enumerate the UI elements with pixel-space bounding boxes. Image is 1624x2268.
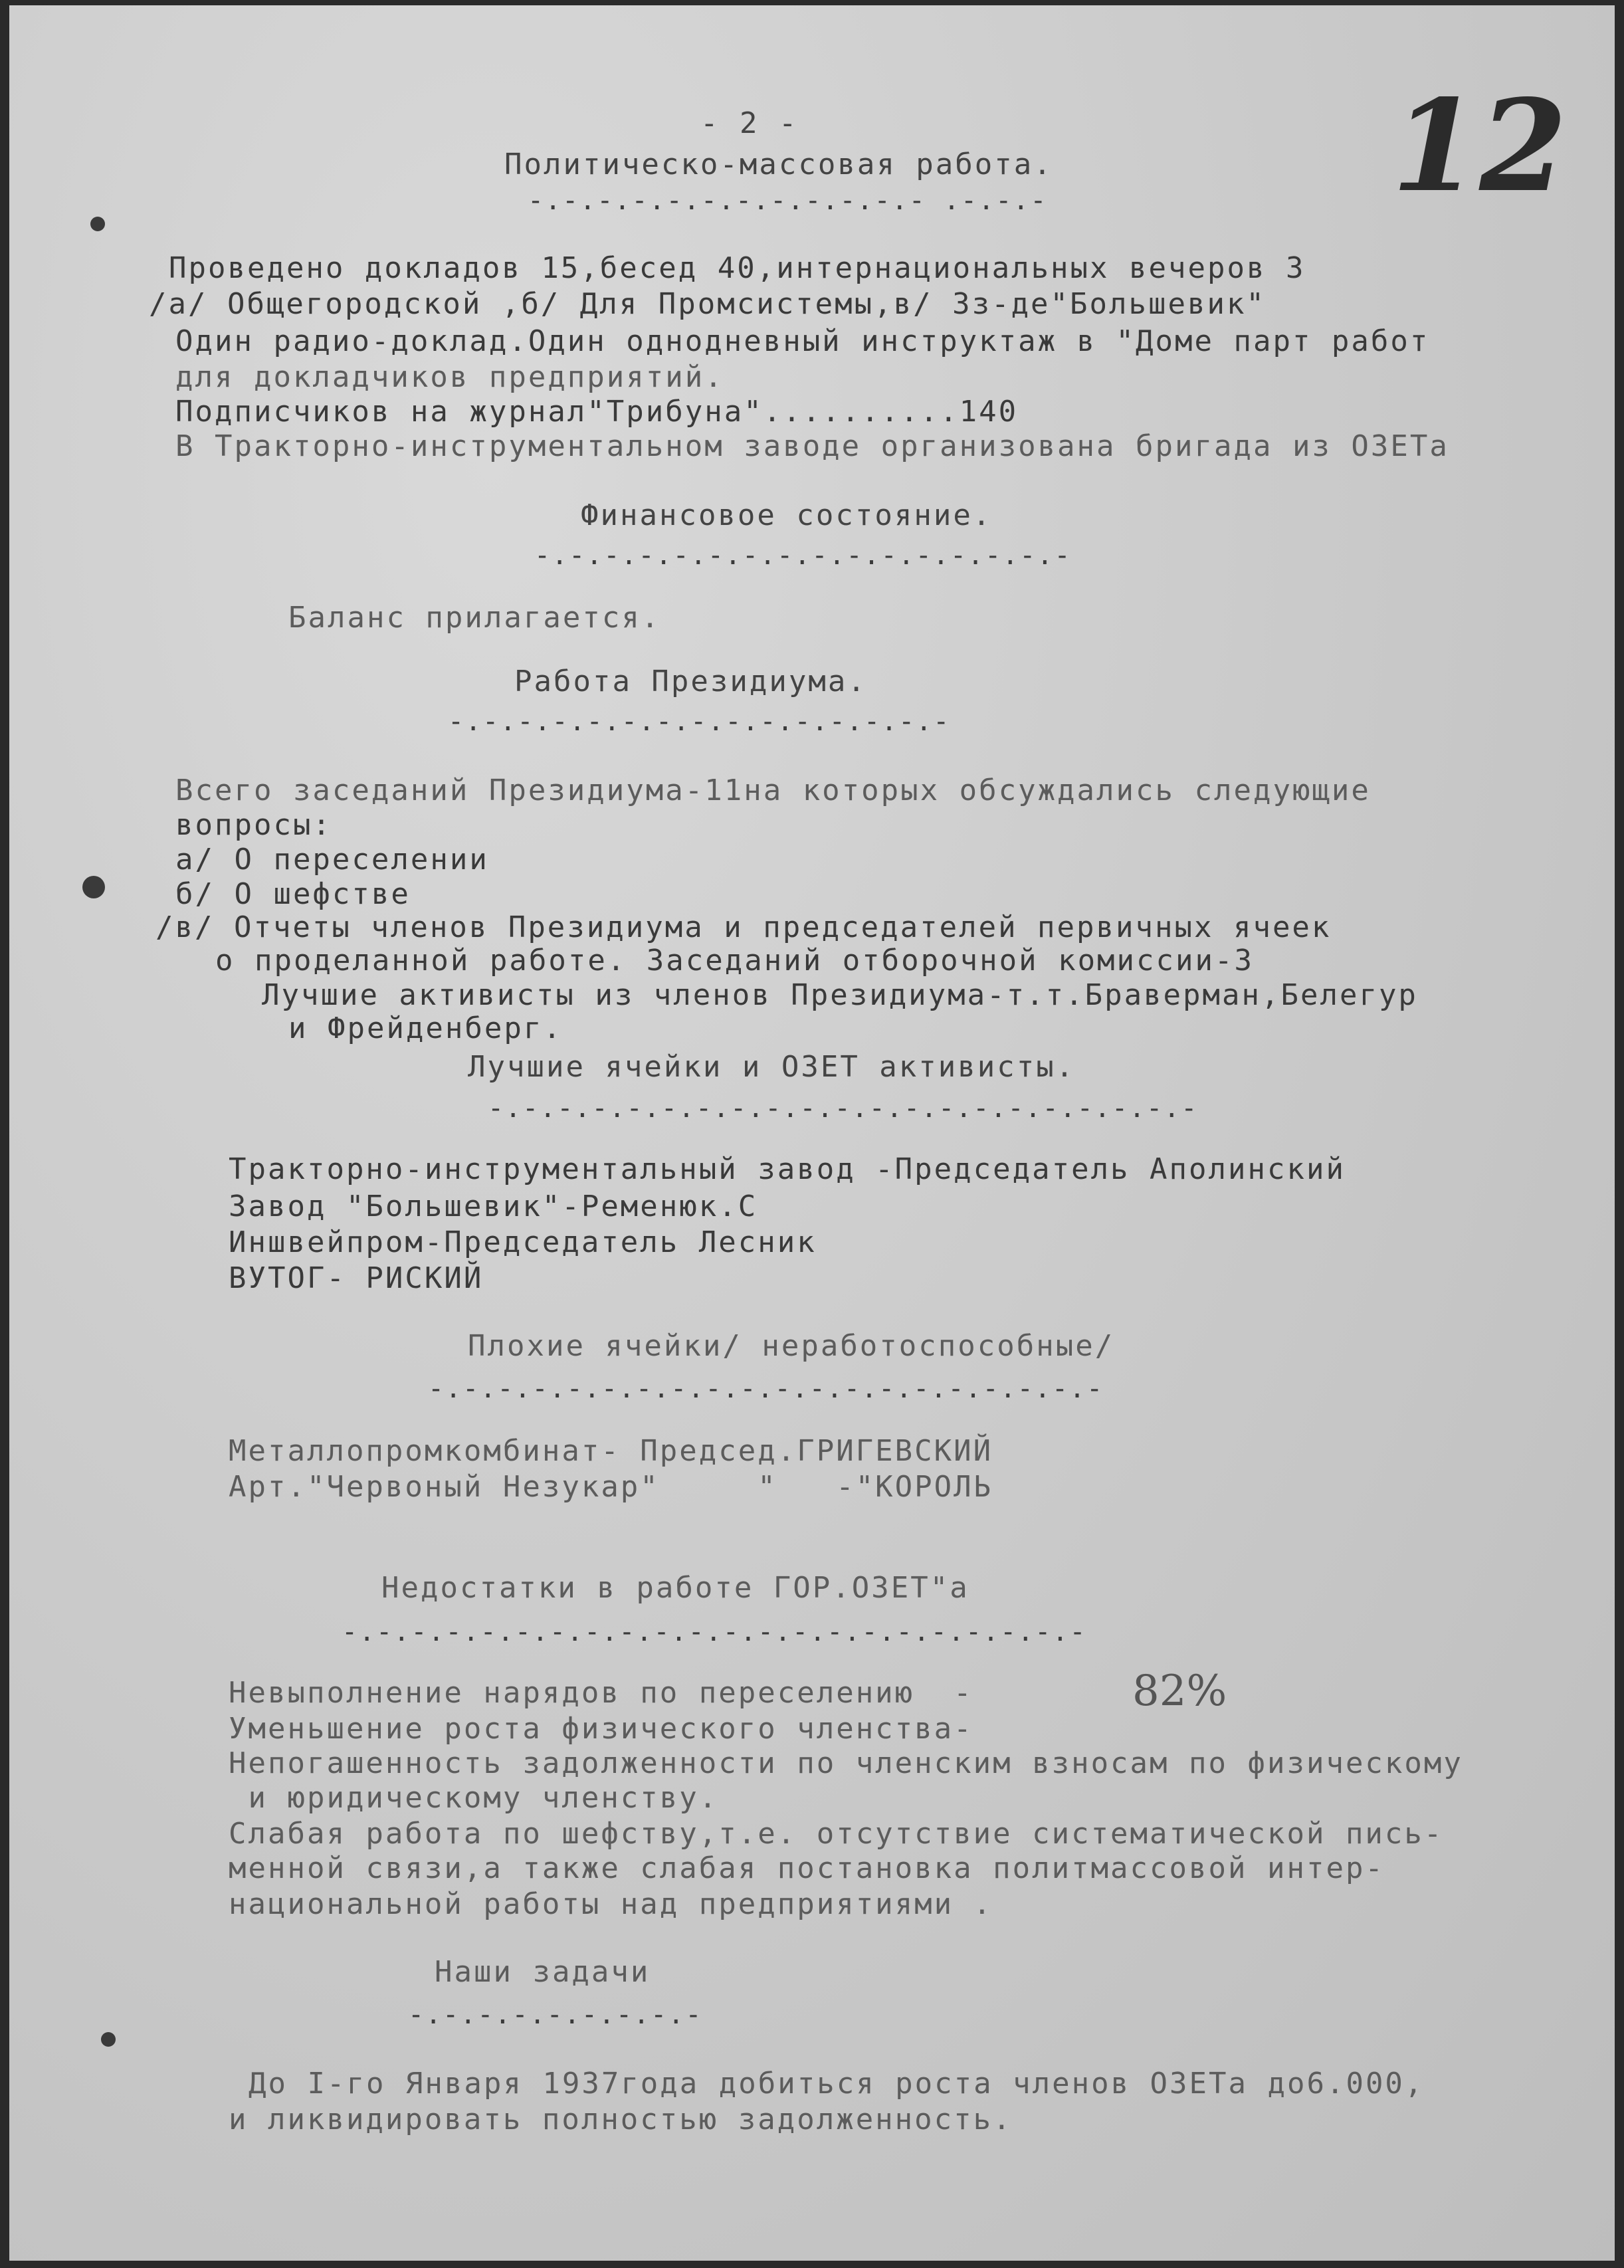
shortcomings-line: менной связи,а также слабая постановка политмассовой интер- [229, 1851, 1385, 1885]
shortcomings-line: Непогашенность задолженности по членским взносам по физическому [229, 1746, 1463, 1780]
bad-line: Металлопромкомбинат- Председ.ГРИГЕВСКИЙ [229, 1434, 993, 1468]
presidium-line: вопросы: [175, 808, 332, 842]
best-line: ВУТОГ- РИСКИЙ [229, 1261, 484, 1295]
presidium-line: Лучшие активисты из членов Президиума-т.т.Браверман,Белегур [262, 978, 1418, 1012]
punch-hole [90, 217, 105, 231]
finance-separator: -.-.-.-.-.-.-.-.-.-.-.-.-.-.-.- [534, 540, 1072, 571]
handwritten-page-number: 12 [1391, 72, 1568, 220]
shortcomings-line: национальной работы над предприятиями . [229, 1887, 993, 1921]
best-line: Тракторно-инструментальный завод -Председатель Аполинский [229, 1152, 1346, 1186]
presidium-line: Всего заседаний Президиума-11на которых обсуждались следующие [175, 773, 1371, 807]
presidium-line: и Фрейденберг. [288, 1011, 563, 1045]
shortcomings-line: Невыполнение нарядов по переселению - [229, 1676, 973, 1710]
shortcomings-line: Слабая работа по шефству,т.е. отсутствие систематической пись- [229, 1817, 1444, 1851]
tasks-line: До I-го Января 1937года добиться роста членов ОЗЕТа до6.000, [249, 2067, 1425, 2101]
best-line: Иншвейпром-Председатель Лесник [229, 1225, 817, 1259]
tasks-separator: -.-.-.-.-.-.-.-.- [408, 2000, 703, 2030]
tasks-heading: Наши задачи [435, 1955, 651, 1989]
bad-line: Арт."Червоный Незукар" " -"КОРОЛЬ [229, 1470, 993, 1504]
best-heading: Лучшие ячейки и ОЗЕТ активисты. [468, 1050, 1076, 1084]
finance-heading: Финансовое состояние. [581, 498, 993, 532]
bad-heading: Плохие ячейки/ неработоспособные/ [468, 1329, 1115, 1363]
political-line: Подписчиков на журнал"Трибуна"..........140 [175, 395, 1019, 429]
political-line: В Тракторно-инструментальном заводе организована бригада из ОЗЕТа [175, 429, 1449, 463]
presidium-heading: Работа Президиума. [514, 665, 867, 698]
shortcomings-heading: Недостатки в работе ГОР.ОЗЕТ"а [381, 1571, 969, 1605]
presidium-line: о проделанной работе. Заседаний отборочной комиссии-3 [215, 944, 1254, 978]
bad-separator: -.-.-.-.-.-.-.-.-.-.-.-.-.-.-.-.-.-.-.- [428, 1374, 1104, 1404]
punch-hole [101, 2032, 116, 2047]
political-heading: Политическо-массовая работа. [504, 148, 1053, 181]
shortcomings-line: Уменьшение роста физического членства- [229, 1712, 973, 1746]
political-line: Проведено докладов 15,бесед 40,интернациональных вечеров 3 [169, 251, 1306, 285]
presidium-line: а/ О переселении [175, 843, 489, 876]
presidium-separator: -.-.-.-.-.-.-.-.-.-.-.-.-.-.- [448, 706, 951, 737]
page-number: - 2 - [700, 106, 799, 140]
punch-hole [82, 876, 105, 898]
political-separator: -.-.-.-.-.-.-.-.-.-.-.- .-.-.- [528, 185, 1048, 216]
best-line: Завод "Большевик"-Ременюк.С [229, 1189, 758, 1223]
presidium-line: б/ О шефстве [175, 877, 411, 911]
political-line: для докладчиков предприятий. [175, 360, 724, 394]
best-separator: -.-.-.-.-.-.-.-.-.-.-.-.-.-.-.-.-.-.-.-.- [488, 1093, 1199, 1124]
handwritten-percent: 82% [1132, 1667, 1227, 1716]
presidium-line: /в/ Отчеты членов Президиума и председателей первичных ячеек [155, 910, 1332, 944]
political-line: Один радио-доклад.Один однодневный инструктаж в "Доме парт работ [175, 324, 1430, 358]
political-line: /а/ Общегородской ,б/ Для Промсистемы,в/ Зз-де"Большевик" [149, 287, 1266, 321]
shortcomings-separator: -.-.-.-.-.-.-.-.-.-.-.-.-.-.-.-.-.-.-.-.-.- [342, 1617, 1087, 1647]
document-page [9, 5, 1615, 2261]
finance-text: Баланс прилагается. [288, 601, 661, 635]
shortcomings-line: и юридическому членству. [229, 1781, 719, 1815]
tasks-line: и ликвидировать полностью задолженность. [229, 2103, 1013, 2136]
